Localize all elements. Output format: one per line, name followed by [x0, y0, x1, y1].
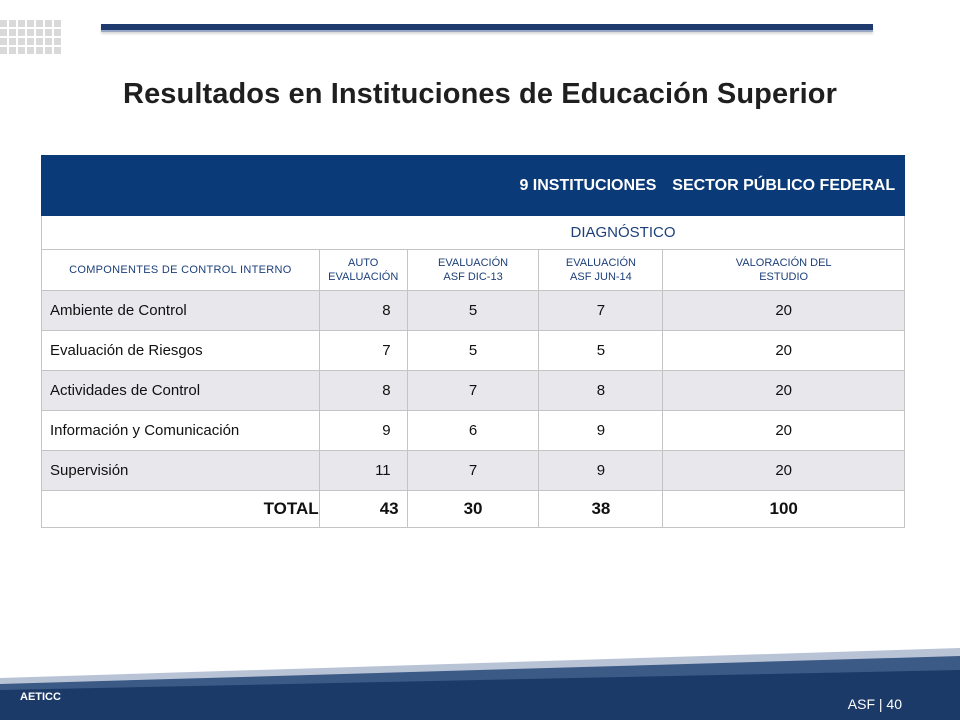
total-val: 100	[663, 491, 905, 528]
auto-cell: 9	[319, 411, 407, 451]
total-dic: 30	[407, 491, 539, 528]
decorative-dot	[27, 29, 34, 36]
page-number: ASF | 40	[847, 696, 902, 712]
valoracion-cell: 20	[663, 291, 905, 331]
slide-title: Resultados en Instituciones de Educación Superior	[123, 78, 837, 110]
decorative-dot	[0, 47, 7, 54]
col-eval-jun-text: EVALUACIÓN ASF JUN-14	[565, 257, 636, 283]
decorative-dot-grid	[0, 20, 62, 62]
valoracion-cell: 20	[663, 371, 905, 411]
col-auto	[319, 250, 407, 291]
total-row	[42, 491, 905, 528]
decorative-dot	[45, 47, 52, 54]
total-label: TOTAL	[42, 491, 320, 528]
col-auto-text: AUTO EVALUACIÓN	[328, 257, 399, 283]
table-row	[42, 411, 905, 451]
decorative-dot	[9, 47, 16, 54]
table-row	[42, 331, 905, 371]
auto-cell: 7	[319, 331, 407, 371]
auto-cell: 8	[319, 291, 407, 331]
decorative-dot	[36, 20, 43, 27]
diagnostic-label: DIAGNÓSTICO	[42, 216, 905, 250]
col-eval-dic	[407, 250, 539, 291]
eval-jun-cell: 8	[539, 371, 663, 411]
decorative-dot	[54, 38, 61, 45]
eval-jun-cell: 9	[539, 451, 663, 491]
valoracion-cell: 20	[663, 451, 905, 491]
decorative-dot	[18, 38, 25, 45]
decorative-dot	[18, 47, 25, 54]
decorative-dot	[9, 29, 16, 36]
decorative-dot	[27, 20, 34, 27]
decorative-dot	[27, 38, 34, 45]
component-cell: Información y Comunicación	[42, 411, 320, 451]
decorative-dot	[54, 20, 61, 27]
col-eval-dic-text: EVALUACIÓN ASF DIC-13	[438, 257, 509, 283]
decorative-dot	[0, 38, 7, 45]
auto-cell: 8	[319, 371, 407, 411]
decorative-dot	[9, 20, 16, 27]
decorative-dot	[0, 20, 7, 27]
component-cell: Supervisión	[42, 451, 320, 491]
valoracion-cell: 20	[663, 411, 905, 451]
col-valoracion	[663, 250, 905, 291]
component-cell: Actividades de Control	[42, 371, 320, 411]
decorative-dot	[36, 29, 43, 36]
results-table	[41, 155, 905, 528]
decorative-dot	[18, 20, 25, 27]
column-header-row	[42, 250, 905, 291]
total-jun: 38	[539, 491, 663, 528]
decorative-dot	[36, 47, 43, 54]
total-auto: 43	[319, 491, 407, 528]
col-eval-jun	[539, 250, 663, 291]
institutions-header: 9 INSTITUCIONES	[42, 156, 663, 216]
decorative-dot	[18, 29, 25, 36]
decorative-dot	[27, 47, 34, 54]
eval-jun-cell: 9	[539, 411, 663, 451]
decorative-dot	[54, 29, 61, 36]
table-row	[42, 371, 905, 411]
diagnostic-row	[42, 216, 905, 250]
decorative-dot	[45, 38, 52, 45]
footer-wave	[0, 640, 960, 720]
table-header-row	[42, 156, 905, 216]
component-cell: Evaluación de Riesgos	[42, 331, 320, 371]
decorative-dot	[45, 29, 52, 36]
eval-dic-cell: 5	[407, 291, 539, 331]
table-row	[42, 451, 905, 491]
col-valoracion-text: VALORACIÓN DEL ESTUDIO	[735, 257, 832, 283]
eval-dic-cell: 7	[407, 451, 539, 491]
footer-band	[0, 640, 960, 720]
component-cell: Ambiente de Control	[42, 291, 320, 331]
eval-jun-cell: 7	[539, 291, 663, 331]
eval-dic-cell: 5	[407, 331, 539, 371]
decorative-dot	[0, 29, 7, 36]
valoracion-cell: 20	[663, 331, 905, 371]
decorative-dot	[54, 47, 61, 54]
footer-brand: AETICC	[20, 691, 61, 703]
col-component: COMPONENTES DE CONTROL INTERNO	[42, 250, 320, 291]
decorative-dot	[45, 20, 52, 27]
eval-dic-cell: 7	[407, 371, 539, 411]
eval-dic-cell: 6	[407, 411, 539, 451]
decorative-dot	[9, 38, 16, 45]
header-rule	[101, 24, 873, 32]
table-row	[42, 291, 905, 331]
auto-cell: 11	[319, 451, 407, 491]
decorative-dot	[36, 38, 43, 45]
sector-header: SECTOR PÚBLICO FEDERAL	[663, 156, 905, 216]
eval-jun-cell: 5	[539, 331, 663, 371]
